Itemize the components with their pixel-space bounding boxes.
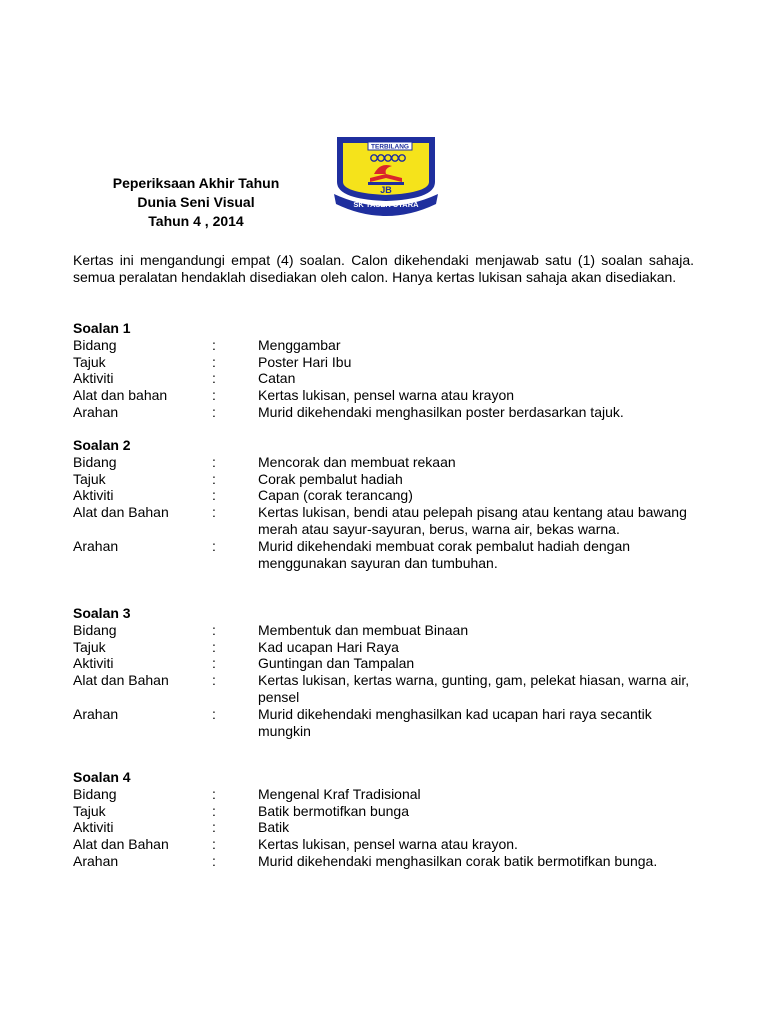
question-section-3 (73, 605, 698, 739)
question-section-4 (73, 769, 698, 870)
row-label: Alat dan Bahan (73, 504, 169, 521)
question-title: Soalan 4 (73, 769, 131, 785)
row-colon: : (212, 336, 216, 353)
row-label: Aktiviti (73, 487, 114, 504)
question-row (73, 836, 698, 853)
question-row (73, 404, 698, 421)
row-label: Aktiviti (73, 655, 114, 672)
row-label: Arahan (73, 852, 119, 869)
row-label: Aktiviti (73, 819, 114, 836)
row-colon: : (212, 537, 216, 554)
row-colon: : (212, 672, 216, 689)
row-colon: : (212, 387, 216, 404)
intro-paragraph: Kertas ini mengandungi empat (4) soalan. Calon dikehendaki menjawab satu (1) soalan sahaja. semua peralatan hendaklah disediakan oleh calon. Hanya kertas lukisan sahaja akan disediakan. (73, 252, 694, 285)
question-row (73, 454, 698, 471)
question-row (73, 655, 698, 672)
row-value: Batik bermotifkan bunga (258, 802, 409, 819)
row-colon: : (212, 705, 216, 722)
row-label: Tajuk (73, 802, 106, 819)
row-value: Corak pembalut hadiah (258, 470, 403, 487)
question-title: Soalan 3 (73, 605, 131, 621)
row-colon: : (212, 504, 216, 521)
row-colon: : (212, 621, 216, 638)
question-row (73, 471, 698, 488)
row-value: Kad ucapan Hari Raya (258, 638, 399, 655)
question-row (73, 853, 698, 870)
row-label: Bidang (73, 621, 117, 638)
question-row (73, 504, 698, 538)
row-colon: : (212, 852, 216, 869)
school-logo (330, 136, 442, 216)
question-row (73, 538, 698, 572)
row-colon: : (212, 470, 216, 487)
row-value: Kertas lukisan, kertas warna, gunting, gam, pelekat hiasan, warna air, pensel (258, 672, 690, 705)
row-label: Tajuk (73, 638, 106, 655)
row-colon: : (212, 655, 216, 672)
row-label: Alat dan Bahan (73, 672, 169, 689)
row-colon: : (212, 836, 216, 853)
question-row (73, 706, 698, 740)
row-value: Kertas lukisan, pensel warna atau krayon (258, 387, 515, 404)
question-row (73, 639, 698, 656)
row-value: Kertas lukisan, bendi atau pelepah pisang atau kentang atau bawang merah atau sayur-sayuran, berus, warna air, bekas warna. (258, 504, 687, 537)
row-value: Mengenal Kraf Tradisional (258, 785, 421, 802)
question-row (73, 487, 698, 504)
logo-bottom-text: SK TASEK UTARA (353, 200, 419, 209)
exam-title: Peperiksaan Akhir Tahun (112, 175, 280, 191)
row-colon: : (212, 403, 216, 420)
question-title: Soalan 2 (73, 437, 131, 453)
row-colon: : (212, 370, 216, 387)
row-label: Bidang (73, 785, 117, 802)
row-colon: : (212, 785, 216, 802)
row-value: Membentuk dan membuat Binaan (258, 621, 469, 638)
row-value: Catan (258, 370, 296, 387)
row-colon: : (212, 453, 216, 470)
question-row (73, 387, 698, 404)
question-row (73, 622, 698, 639)
row-colon: : (212, 638, 216, 655)
exam-year: Tahun 4 , 2014 (148, 213, 244, 229)
question-section-1 (73, 320, 698, 421)
question-row (73, 337, 698, 354)
row-value: Capan (corak terancang) (258, 487, 413, 504)
row-colon: : (212, 819, 216, 836)
question-row (73, 803, 698, 820)
row-colon: : (212, 353, 216, 370)
question-row (73, 672, 698, 706)
row-label: Arahan (73, 705, 119, 722)
exam-title-block (60, 174, 332, 231)
logo-center-text: JB (380, 185, 392, 195)
question-section-2 (73, 437, 698, 571)
row-value: Murid dikehendaki menghasilkan corak batik bermotifkan bunga. (258, 852, 658, 869)
row-label: Arahan (73, 403, 119, 420)
row-label: Tajuk (73, 353, 106, 370)
row-label: Tajuk (73, 470, 106, 487)
row-label: Arahan (73, 537, 119, 554)
row-value: Murid dikehendaki menghasilkan poster berdasarkan tajuk. (258, 403, 624, 420)
row-value: Guntingan dan Tampalan (258, 655, 415, 672)
row-colon: : (212, 802, 216, 819)
row-label: Alat dan Bahan (73, 836, 169, 853)
row-label: Bidang (73, 453, 117, 470)
row-value: Batik (258, 819, 290, 836)
row-colon: : (212, 487, 216, 504)
row-value: Murid dikehendaki menghasilkan kad ucapan hari raya secantik mungkin (258, 705, 652, 739)
row-value: Menggambar (258, 336, 341, 353)
question-row (73, 354, 698, 371)
question-title: Soalan 1 (73, 320, 131, 336)
row-value: Kertas lukisan, pensel warna atau krayon. (258, 836, 518, 853)
question-row (73, 819, 698, 836)
row-label: Bidang (73, 336, 117, 353)
exam-subject: Dunia Seni Visual (137, 194, 255, 210)
row-value: Mencorak dan membuat rekaan (258, 453, 456, 470)
logo-top-text: TERBILANG (371, 143, 409, 151)
row-value: Poster Hari Ibu (258, 353, 352, 370)
question-row (73, 786, 698, 803)
row-value: Murid dikehendaki membuat corak pembalut hadiah dengan menggunakan sayuran dan tumbuhan. (258, 537, 631, 571)
row-label: Alat dan bahan (73, 387, 168, 404)
question-row (73, 370, 698, 387)
row-label: Aktiviti (73, 370, 114, 387)
